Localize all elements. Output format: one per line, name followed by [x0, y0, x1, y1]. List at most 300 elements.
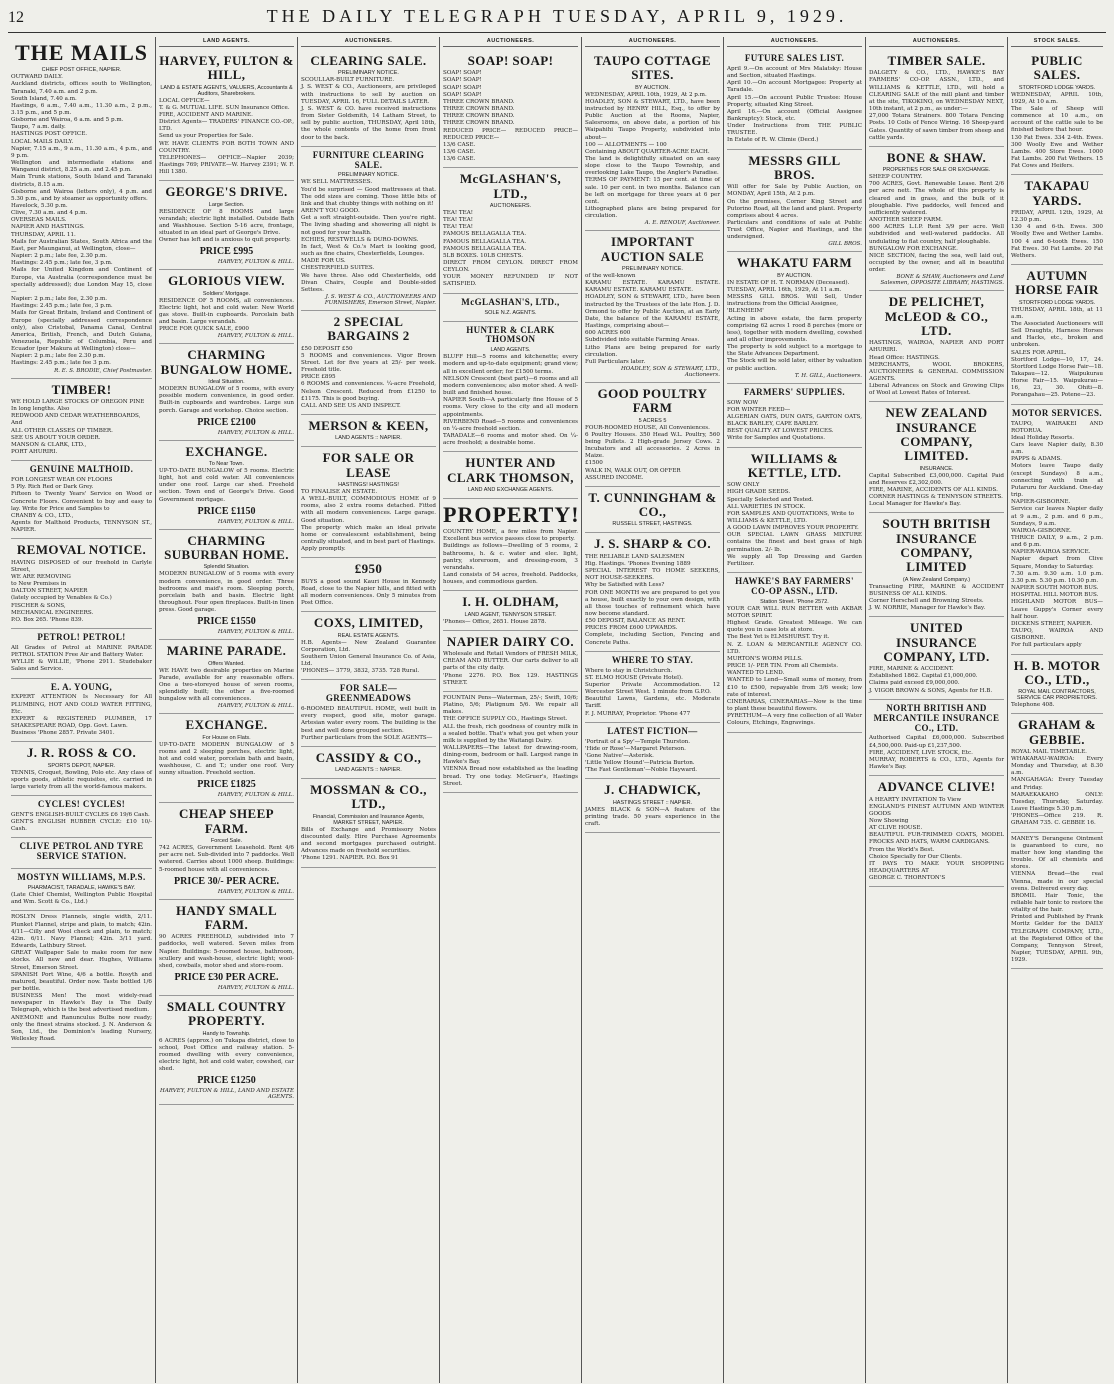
ad-text: GEORGE C. THORNTON'S — [869, 875, 946, 882]
advertisement — [159, 640, 294, 714]
ad-text: MODERN BUNGALOW of 5 rooms with every modern convenience, in good order. Three bedrooms and maid's room. Sleeping porch, porcelain bath and basin. Electric light throughout. Four open fireplaces. Built-in linen press. Good garage. — [159, 571, 294, 614]
ad-subtitle: LAND AGENTS. — [490, 347, 531, 354]
ad-title: HAWKE'S BAY FARMERS' CO-OP ASSN., LTD. — [735, 576, 854, 596]
ad-subtitle: Station Street. 'Phone 2572. — [760, 598, 829, 605]
ad-price: PRICE 30/- PER ACRE. — [173, 875, 279, 887]
ad-text: HIGHLAND MOTOR BUS—Leave Guppy's Corner every half hour. — [1011, 599, 1103, 620]
ad-text: GENT'S ENGLISH RUBBER CYCLE: £10 10/- Cash. — [11, 819, 152, 833]
ad-text: Full Particulars later. — [585, 358, 646, 365]
ad-text: FAMOUS BELLAGALLA TEA. — [443, 238, 527, 245]
ad-text: Cars leave Napier daily, 8.30 a.m. — [1011, 441, 1103, 456]
ad-title: ADVANCE CLIVE! — [877, 779, 996, 795]
ad-text: Acting in above estate, the farm property comprising 62 acres 1 rood 8 perches (more or less), together with modern dwelling, cowshed and all other improvements. — [727, 315, 862, 343]
ad-text: TO FINALISE AN ESTATE. — [301, 488, 378, 495]
advertisement — [301, 447, 436, 558]
advertisement — [869, 147, 1004, 291]
ad-text: ROYAL MAIL TIMETABLE. — [1011, 748, 1087, 755]
advertisement — [585, 487, 720, 534]
ad-text: Write for Samples and Quotations. — [727, 435, 826, 442]
masthead — [8, 6, 1106, 33]
ad-title: FARMERS' SUPPLIES. — [743, 386, 846, 397]
ad-text: Complete, including Section, Fencing and Concrete Paths. — [585, 632, 720, 646]
ad-text: ALL OTHER CLASSES OF TIMBER. — [11, 427, 113, 434]
column-heading: AUCTIONEERS. — [727, 37, 862, 47]
ad-text: WE HAVE two desirable properties on Marine Parade, available for any reasonable offers. One a two-storeyed house of seven rooms, splendidly built; the other a five-roomed bungalow with all conveniences. — [159, 667, 294, 703]
ad-text: FOR ONE MONTH we are prepared to get you a house, built exactly to your own design, with all those touches of refinement which have now become standard. — [585, 589, 720, 618]
ad-text: TEA! TEA! — [443, 224, 473, 231]
ad-text: PYRETHUM—A very fine collection of all Water Colours, Etchings, Engravings. — [727, 713, 862, 727]
ad-text: 'BLENHEIM' — [727, 308, 764, 315]
ad-text: Capital Subscribed £3,000,000. Capital Paid and Reserves £2,302,000. — [869, 472, 1004, 486]
ad-title: HUNTER & CLARK THOMSON — [466, 324, 555, 345]
ad-text: TAUPO, WAIRAKEI AND ROTORUA. — [1011, 420, 1103, 434]
ad-text: Apply promptly. — [301, 546, 346, 553]
ad-title: CYCLES! CYCLES! — [37, 799, 126, 810]
advertisement — [585, 723, 720, 780]
ad-subtitle: INSURANCE. — [919, 465, 954, 472]
ad-title: J. S. SHARP & CO. — [594, 536, 711, 552]
ad-subtitle: 5 ACRES 5 — [638, 417, 667, 424]
ad-subtitle: LAND & ESTATE AGENTS, VALUERS, Accountants & Auditors, Sharebrokers. — [160, 84, 293, 97]
advertisement — [11, 539, 152, 629]
advertisement — [585, 533, 720, 651]
ad-text: PRICE FOR QUICK SALE, £900 — [159, 326, 249, 333]
ad-text: RIVERBEND Road—5 rooms and conveniences on ¼-acre freehold section. — [443, 418, 578, 432]
ad-text: MANEY'S Derangene Ointment is guaranteed to cure, no matter how long standing the trouble. Of all chemists and stores. — [1011, 835, 1103, 871]
column-heading: STOCK SALES. — [1011, 37, 1103, 47]
ad-text: Bills of Exchange and Promissory Notes discounted daily. Hire Purchase Agreements and second mortgages purchased outright. Advances made on freehold securities. — [301, 826, 436, 855]
ad-text: CALL AND SEE US AND INSPECT. — [301, 402, 401, 409]
ad-title: BONE & SHAW. — [886, 149, 987, 165]
ad-text: Business 'Phone 2857. Private 3401. — [11, 730, 115, 737]
ad-text: 'Phones— Office, 2651. House 2878. — [443, 618, 547, 625]
ad-text: PAPPS & ADAMS. — [1011, 456, 1062, 463]
ad-text: YOUR MONEY REFUNDED IF NOT SATISFIED. — [443, 274, 578, 288]
ad-text: April 15.—On account Public Trustee: House Property, situated King Street. — [727, 94, 862, 108]
ad-subtitle: Soldiers' Mortgage. — [202, 290, 251, 297]
ad-subtitle: Ideal Situation. — [208, 379, 245, 386]
ad-title: FOR SALE OR LEASE — [322, 450, 415, 480]
advertisement — [443, 591, 578, 630]
ad-signature: A. E. RENOUF, Auctioneer. — [644, 220, 720, 227]
ad-text: THURSDAY, APRIL 18th, at 11 a.m. — [1011, 306, 1103, 320]
ad-text: Havelock, 5.30 p.m. — [11, 203, 68, 209]
ad-price: PRICE £1250 — [197, 1075, 256, 1087]
ad-text: MERCHANTS, WOOL BROKERS, AUCTIONEERS & GENERAL COMMISSION AGENTS. — [869, 361, 1004, 383]
ad-text: £1500 — [585, 460, 603, 467]
ad-text: Hastings: 2.45 p.m.; late fee 3 p.m. — [11, 360, 111, 367]
ad-title: T. CUNNINGHAM & CO., — [588, 489, 717, 520]
ad-text: Main Trunk stations, South Island and Taranaki districts, 8.15 a.m. — [11, 174, 152, 188]
ad-subtitle: CHIEF POST OFFICE, NAPIER. — [41, 67, 122, 74]
ad-title: PROPERTY! — [443, 501, 580, 527]
ad-title: E. A. YOUNG, — [50, 681, 113, 692]
ad-text: On the premises, Corner King Street and Putorino Road, all the land and plant. Property comprises about 4 acres. — [727, 198, 862, 219]
ad-text: TAUPO, WAIROA AND GISBORNE. — [1011, 628, 1103, 642]
ad-text: COUNTRY HOME, a few miles from Napier. Excellent bus service passes close to property. — [443, 529, 578, 543]
ad-signature: HARVEY, FULTON & HILL, LAND AND ESTATE AGENTS. — [160, 1088, 294, 1101]
advertisement — [443, 452, 578, 499]
ad-text: FRIDAY, APRIL 12th, 1929, At 12.30 p.m. — [1011, 209, 1103, 224]
ad-text: GENT'S ENGLISH-BUILT CYCLES £6 19/6 Cash. — [11, 811, 150, 818]
ad-text: The property which make an ideal private home or convalescent establishment, being centrally situated, and in best part of Hastings. — [301, 524, 436, 545]
ad-title: NEW ZEALAND INSURANCE COMPANY, LIMITED. — [885, 405, 988, 464]
ad-subtitle: RUSSELL STREET, HASTINGS. — [612, 521, 693, 528]
advertisement — [869, 617, 1004, 700]
ad-title: CLIVE PETROL AND TYRE SERVICE STATION. — [19, 841, 144, 862]
ad-text: MADE FOR US. — [301, 258, 346, 265]
ad-text: AT CLIVE HOUSE. — [869, 825, 923, 832]
ad-title: FUTURE SALES LIST. — [744, 53, 845, 63]
ad-title: MARINE PARADE. — [166, 643, 287, 659]
ad-text: BEST QUALITY AT LOWEST PRICES. — [727, 428, 834, 435]
ad-text: NAPIER SOUTH MOTOR BUS. — [1011, 585, 1099, 592]
advertisement — [11, 379, 152, 462]
ad-text: Wellington and intermediate stations and Wanganui district, 8.25 a.m. and 2.45 p.m. — [11, 160, 152, 174]
ad-subtitle: Offers Wanted. — [208, 660, 245, 667]
ad-text: VIENNA Bread—the real Vienna, made in our special ovens. Delivered every day. — [1011, 871, 1103, 892]
ad-subtitle: LAND AGENTS :: NAPIER. — [335, 435, 402, 442]
ad-text: Southern Union General Insurance Co. of Asia, Ltd. — [301, 653, 436, 667]
ad-text: F. J. MURRAY, Proprietor. 'Phone 477 — [585, 710, 691, 717]
ad-text: SEE US ABOUT YOUR ORDER. — [11, 434, 101, 441]
ad-text: Claims paid exceed £9,000,000. — [869, 680, 960, 687]
ad-text: Mails for United Kingdom and Continent of Europe, via Australia (correspondence must be specially addressed); due London May 15, close— — [11, 267, 152, 295]
ad-text: 130 Fat Ewes. 334 2-4th. Ewes. 300 Woolly Ewe and Wether Lambs. 400 Store Ewes. 1000 Fat Lambs. 200 Fat Wethers. 15 Fat Cows and Heifers. — [1011, 134, 1103, 170]
ad-title: EXCHANGE. — [185, 443, 268, 459]
ad-title: MOSSMAN & CO., LTD., — [310, 782, 427, 812]
advertisement — [301, 558, 436, 612]
ad-text: NAPIER-GISBORNE. — [1011, 499, 1071, 506]
ad-text: WALK IN, WALK OUT, OR OFFER — [585, 467, 681, 474]
advertisement — [11, 461, 152, 539]
ad-text: NAPIER AND HASTINGS. — [11, 224, 85, 231]
ad-text: of the well-known — [585, 273, 636, 279]
advertisement — [869, 513, 1004, 617]
ad-subtitle: SOLE N.Z. AGENTS. — [484, 309, 537, 316]
advertisement — [727, 150, 862, 253]
ad-title: UNITED INSURANCE COMPANY, LTD. — [883, 620, 990, 664]
ad-text: Taupo, 7 a.m. daily. — [11, 124, 66, 131]
advertisement — [301, 612, 436, 680]
ad-signature: HARVEY, FULTON & HILL. — [217, 259, 294, 266]
ad-text: HASTINGS, WAIROA, NAPIER AND PORT AHURIRI. — [869, 340, 1004, 354]
ad-signature: HARVEY, FULTON & HILL. — [217, 518, 294, 525]
ad-subtitle: To Near Town. — [208, 460, 245, 467]
ad-title: GLORIOUS VIEW. — [168, 273, 285, 289]
ad-text: Clive, 7.30 a.m. and 4 p.m. — [11, 210, 88, 217]
ad-title: HARVEY, FULTON & HILL, — [159, 53, 294, 83]
ad-text: TEA! TEA! — [443, 217, 473, 224]
column-heading: LAND AGENTS. — [159, 37, 294, 47]
column-heading: AUCTIONEERS. — [443, 37, 578, 47]
ad-title: THE MAILS — [14, 40, 149, 65]
advertisement — [159, 270, 294, 344]
ad-text: Agents for Malthoid Products, TENNYSON ST., NAPIER. — [11, 519, 152, 534]
ad-text: DALTON STREET, NAPIER — [11, 588, 88, 595]
advertisement — [301, 747, 436, 779]
advertisement — [443, 294, 578, 322]
ad-text: 13/6 CASE. — [443, 149, 476, 156]
ad-title: DE PELICHET, McLEOD & CO., LTD. — [884, 294, 989, 338]
ad-text: South Island, 7.40 a.m. — [11, 95, 77, 102]
ad-text: FIRE, MARINE, ACCIDENTS OF ALL KINDS. — [869, 486, 998, 493]
ad-signature: T. H. GILL, Auctioneers. — [794, 372, 862, 379]
column-6 — [724, 37, 866, 1383]
ad-text: THE OFFICE SUPPLY CO., Hastings Street. — [443, 716, 568, 723]
ad-text: MECHANICAL ENGINEERS. — [11, 609, 94, 616]
ad-text: LOCAL MAILS DAILY. — [11, 138, 74, 145]
ad-title: HANDY SMALL FARM. — [175, 902, 278, 932]
ad-subtitle: PROPERTIES FOR SALE OR EXCHANGE. — [882, 167, 991, 174]
ad-text: The Sale of Sheep will commence at 10 a.m., on account of the cattle sale to be finished before that hour. — [1011, 105, 1103, 134]
ad-text: SOAP! SOAP! — [443, 84, 482, 91]
advertisement — [11, 869, 152, 911]
ad-text: Beautiful Lawns, Gardens, etc. Moderate Tariff. — [585, 696, 720, 710]
ad-text: J. S. WEST & CO., Auctioneers, are privileged with instructions to sell by auction on TUESDAY, APRIL 16, FULL DETAILS LATER. — [301, 84, 436, 105]
advertisement — [1011, 714, 1103, 832]
advertisement — [159, 714, 294, 803]
ad-title: HUNTER AND CLARK THOMSON, — [447, 455, 574, 485]
ad-text: 600 ACRES 600 — [585, 330, 631, 337]
column-heading: AUCTIONEERS. — [585, 37, 720, 47]
ad-text: YOUR CAR WILL RUN BETTER with AKBAR MOTOR SPIRIT. — [727, 605, 862, 620]
advertisement — [11, 742, 152, 796]
ad-signature: HARVEY, FULTON & HILL. — [217, 429, 294, 436]
ad-text: We supply all Top Dressing and Garden Fertilizer. — [727, 553, 862, 567]
ad-text: PORT AHURIRI. — [11, 448, 58, 455]
ad-text: Telephone 408. — [1011, 702, 1055, 709]
ad-text: CORNER HASTINGS & TENNYSON STREETS. — [869, 494, 1003, 501]
ad-text: BROMIL Hair Tonic, the reliable hair tonic to restore the vitality of the hair. — [1011, 892, 1103, 914]
ad-text: We have three. Also odd Chesterfields, odd Divan Chairs, Couple and Double-sided Settees. — [301, 272, 436, 293]
ad-text: FIRE, ACCIDENT AND MARINE. — [159, 111, 253, 118]
ad-text: ALGERIAN OATS, DUN OATS, GARTON OATS, BLACK BARLEY, CAPE BARLEY. — [727, 413, 862, 428]
advertisement — [11, 796, 152, 838]
ad-text: SCOULLAR-BUILT FURNITURE. — [301, 77, 395, 84]
ad-text: SPECIAL INTEREST TO HOME SEEKERS, NOT HOUSE-SEEKERS. — [585, 568, 720, 582]
ad-text: SPANISH Port Wine, 4/6 a bottle. Rosyth and matured, beautiful. Order now. Taste bottled 1/6 per bottle. — [11, 971, 152, 992]
ad-text: Where to stay in Christchurch. — [585, 667, 673, 674]
ad-text: DIRECT FROM CEYLON. DIRECT FROM CEYLON. — [443, 260, 578, 274]
advertisement — [869, 402, 1004, 513]
ad-text: Stortford Lodge—10, 17, 24. Stortford Lodge Horse Fair—18. Takapau—12. Waipukurau Horse Fair—15. Waipukurau—16, 23, 30. Ohiti—8. Porangahau—25. Potene—23. — [1011, 356, 1103, 399]
ad-text: BUYS a good sound Kauri House in Kennedy Road, close to the Napier hills, and fitted with all modern conveniences. Only 5 minutes from Post Office. — [301, 578, 436, 607]
ad-text: 'Little Yellow Hound'—Patricia Burton. — [585, 760, 695, 767]
ad-text: ANOTHER SHEEP FARM. — [869, 217, 943, 224]
ad-text: FOR WINTER FEED— — [727, 406, 791, 413]
ad-text: NELSON Crescent (best part)—6 rooms and all modern conveniences; also motor shed. A well-built and finished house. — [443, 375, 578, 397]
ad-title: 2 SPECIAL BARGAINS 2 — [327, 313, 410, 344]
ad-text: PRICE £895 — [301, 374, 336, 381]
ad-text: 700 ACRES, Govt. Renewable Lease. Rent 2/6 per acre nett. The whole of this property is cleared and in grass, and the bulk of it ploughable. Five paddocks, well fenced and sufficiently watered. — [869, 181, 1004, 216]
ad-text: RESIDENCE OF 5 ROOMS, all conveniences. Electric light, hot and cold water. New World gas stove. Built-in cupboards. Porcelain bath and basin. Large verandah. — [159, 297, 294, 326]
advertisement — [301, 50, 436, 147]
advertisement — [443, 168, 578, 293]
ad-text: FIRE, ACCIDENT, LIVE STOCK, Etc. — [869, 749, 973, 756]
ad-text: Particulars and conditions of sale at Public Trust Office, Napier and Hastings, and the undersigned. — [727, 219, 862, 241]
ad-text: Send us your Properties for Sale. — [159, 133, 254, 140]
ad-title: NAPIER DAIRY CO. — [446, 633, 575, 649]
ad-text: KARAMU ESTATE. KARAMU ESTATE. KARAMU ESTATE. KARAMU ESTATE. — [585, 280, 720, 294]
ad-title: SOAP! SOAP! — [467, 53, 554, 68]
advertisement — [159, 530, 294, 641]
ad-text: Printed and Published by Frank Moritz Gelder for the DAILY TELEGRAPH COMPANY, LTD., at the Registered Office of the Company, Tennyson Street, Napier, TUESDAY, APRIL 9th, 1929. — [1011, 914, 1103, 964]
ad-text: ECHIES, RESTWELLS & DURO-DOWNS. — [301, 236, 419, 243]
advertisement — [1011, 175, 1103, 265]
ad-title: PETROL! PETROL! — [37, 631, 126, 642]
advertisement — [727, 573, 862, 732]
advertisement — [11, 679, 152, 743]
ad-text: EXPERT & REGISTERED PLUMBER, 17 SHAKESPEARE ROAD, Opp. Govt. Lawn. — [11, 715, 152, 730]
column-1 — [8, 37, 156, 1383]
advertisement — [159, 996, 294, 1105]
advertisement — [727, 384, 862, 448]
ad-text: Hastings: 2.45 p.m.; late fee, 3 p.m. — [11, 303, 113, 310]
ad-subtitle: HASTINGS! HASTINGS! — [338, 481, 399, 488]
ad-title: LATEST FICTION— — [607, 725, 698, 736]
advertisement — [727, 252, 862, 383]
ad-text: HOADLEY, SON & STEWART, LTD., have been instructed by the Trustees of the late Hon. J. D. Ormond to offer by Public Auction, at an Early Date, the balance of the KARAMU ESTATE, Hastings, comprising about— — [585, 294, 720, 330]
columns-container — [8, 37, 1106, 1383]
ad-text: 600 ACRES L.I.P. Rent 3/9 per acre. Well subdivided and well-watered paddocks. All undulating to flat country, half ploughable. — [869, 224, 1004, 245]
ad-title: WHAKATU FARM — [736, 255, 853, 271]
ad-text: 5 Ply. Rich Red or Dark Grey. — [11, 484, 94, 491]
ad-title: MOSTYN WILLIAMS, M.P.S. — [17, 872, 146, 883]
ad-text: 100 — ALLOTMENTS — 100 — [585, 141, 667, 148]
ad-subtitle: REAL ESTATE AGENTS. — [337, 632, 400, 639]
ad-text: April 16.—On account (Official Assignee Bankruptcy): Stock, etc. — [727, 108, 862, 122]
column-2 — [156, 37, 298, 1383]
ad-subtitle: SPORTS DEPOT, NAPIER. — [47, 762, 116, 769]
ad-text: The land is delightfully situated on an easy slope close to the Taupo Township, and overlooking Lake Taupo, the Angler's Paradise. — [585, 156, 720, 177]
ad-text: And — [11, 420, 23, 427]
ad-title: J. CHADWICK, — [604, 782, 701, 798]
ad-title: NORTH BRITISH AND MERCANTILE INSURANCE CO., LTD. — [873, 702, 1000, 733]
ad-text: OUR SPECIAL LAWN GRASS MIXTURE contains the finest and best grass of high germination. 2/- lb. — [727, 532, 862, 553]
ad-text: 5LB BOXES. 10LB CHESTS. — [443, 252, 524, 259]
ad-text: BUNGALOW FOR EXCHANGE. — [869, 245, 958, 252]
ad-text: HASTINGS POST OFFICE. — [11, 131, 88, 138]
ad-text: Owner has left and is anxious to quit property. — [159, 237, 291, 244]
ad-text: 'Phone 1291. NAPIER. P.O. Box 91 — [301, 855, 399, 862]
ad-title: CLEARING SALE. — [310, 53, 427, 68]
ad-text: THREE CROWN BRAND. — [443, 98, 515, 105]
ad-subtitle: Forced Sale. — [210, 838, 243, 845]
ad-text: Napier: 2 p.m.; late fee, 2.30 p.m. — [11, 296, 108, 303]
ad-text: JAMES BLACK & SON—A feature of the printing trade. 50 years experience in the craft. — [585, 806, 720, 828]
ad-text: TARADALE—6 rooms and motor shed. On ¼-acre freehold; a desirable home. — [443, 433, 578, 447]
ad-text: WYLLIE & WILLIE, 'Phone 2911. Studebaker Sales and Service. — [11, 659, 152, 673]
ad-text: Further particulars from the SOLE AGENTS— — [301, 734, 433, 741]
ad-subtitle: Large Section. — [208, 201, 245, 208]
ad-text: District Agents— TRADERS' FINANCE CO.-OP., LTD. — [159, 119, 294, 133]
ad-text: WILLIAMS & KETTLE, LTD. — [727, 517, 807, 524]
ad-text: SOAP! SOAP! — [443, 77, 482, 84]
ad-price: PRICE £995 — [199, 246, 254, 258]
ad-subtitle: Splendid Situation. — [203, 564, 250, 571]
ad-title: PUBLIC SALES. — [1031, 53, 1083, 83]
ad-text: FIRE, MARINE & ACCIDENT. — [869, 666, 954, 673]
ad-text: Buildings as follows—Dwelling of 5 rooms, 2 bathrooms, h. & c. water and elec. light, pantry, storeroom, and dressing-room, 3 verandahs. — [443, 543, 578, 571]
advertisement — [11, 37, 152, 379]
advertisement — [443, 692, 578, 793]
ad-text: A HEARTY INVITATION To View — [869, 796, 962, 803]
ad-text: 7.30 a.m. 9.30 a.m. 1.0 p.m. 3.30 p.m. 5.30 p.m. 10.30 p.m. — [1011, 570, 1103, 584]
ad-title: £950 — [354, 561, 383, 577]
ad-subtitle: ROYAL MAIL CONTRACTORS, SERVICE CAR PROPRIETORS. — [1016, 689, 1098, 702]
ad-text: Gisborne and Wairoa (letters only), 4 p.m. and 5.30 p.m., and by steamer as opportunity offers. — [11, 188, 152, 202]
ad-text: IT PAYS TO MAKE YOUR SHOPPING HEADQUARTERS AT — [869, 860, 1004, 875]
ad-title: WILLIAMS & KETTLE, LTD. — [747, 450, 842, 480]
advertisement — [869, 700, 1004, 776]
advertisement — [585, 779, 720, 833]
ad-title: GENUINE MALTHOID. — [29, 464, 134, 475]
advertisement — [159, 344, 294, 440]
ad-text: WEDNESDAY, APRIL 10th, 1929, At 2 p.m. — [585, 91, 707, 98]
ad-text: GREAT Wallpaper Sale to make room for new stocks. All new and dear. Hughes, Williams Street, Emerson Street. — [11, 950, 152, 971]
advertisement — [869, 50, 1004, 147]
advertisement — [585, 231, 720, 383]
ad-signature: HARVEY, FULTON & HILL. — [217, 629, 294, 636]
ad-text: P.O. Box 265. 'Phone 839. — [11, 616, 84, 623]
ad-text: CHESTERFIELD SUITES. — [301, 265, 375, 272]
ad-text: The property is sold subject to a mortgage to the State Advances Department. — [727, 344, 862, 358]
ad-title: TIMBER SALE. — [887, 53, 986, 68]
ad-text: UP-TO-DATE MODERN BUNGALOW of 5 rooms and 2 sleeping porches, electric light, hot and cold water, porcelain bath and basin, washhouse, C. and T.; under one roof. Very sunny situation. Freehold section. — [159, 741, 294, 777]
advertisement — [585, 652, 720, 723]
ad-subtitle: BY AUCTION. — [635, 84, 670, 91]
ad-text: 'The Fast Gentleman'—Noble Hayward. — [585, 767, 698, 774]
ad-text: You'd be surprised — Good mattresses at that. The odd sizes are coming. Those little bits of link and that chubby things with nothing on it! — [301, 186, 436, 207]
ad-text: For full particulars apply — [1011, 642, 1082, 649]
ad-text: 'Phone 2276. P.O. Box 129. HASTINGS STREET. — [443, 672, 578, 686]
ad-text: SALES FOR APRIL. — [1011, 349, 1067, 356]
ad-text: £50 DEPOSIT, BALANCE AS RENT. — [585, 618, 686, 625]
ad-title: GRAHAM & GEBBIE. — [1018, 717, 1096, 747]
ad-title: GEORGE'S DRIVE. — [165, 184, 288, 200]
ad-text: Will offer for Sale by Public Auction, on MONDAY, April 15th, At 2 p.m. — [727, 184, 862, 198]
ad-text: MARAEKAKAHO ONLY: Tuesday, Thursday, Saturday. Leave Hastings 5.30 p.m. — [1011, 791, 1103, 813]
ad-text: 27,000 Totara Strainers. 800 Totara Fencing Posts. 10 Coils of Fence Wiring. 16 Sheep-yard Gates. Quantity of sawn timber from sheep and cattle yards. — [869, 113, 1004, 141]
ad-text: ASSURED INCOME. — [585, 474, 644, 481]
ad-text: J. VIGOR BROWN & SONS, Agents for H.B. — [869, 687, 993, 694]
ad-title: FURNITURE CLEARING SALE. — [312, 149, 425, 170]
ad-text: The Associated Auctioneers will Sell Draughts, Harness Horses and Hacks, etc., broken and unbroken. — [1011, 320, 1103, 349]
ad-signature: J. S. WEST & CO., AUCTIONEERS AND FURNISHERS, Emerson Street, Napier. — [324, 293, 436, 306]
ad-text: HOSPITAL HILL MOTOR BUS. — [1011, 592, 1099, 599]
ad-text: 'PHONES— 3779, 3832, 3735. 728 Rural. — [301, 668, 420, 675]
ad-text: WAIROA-GISBORNE. — [1011, 527, 1072, 534]
ad-text: 6 ROOMS and conveniences. ¼-acre Freehold, Nelson Crescent. Reduced from £1250 to £1175. This is good buying. — [301, 381, 436, 402]
ad-title: AUTUMN HORSE FAIR — [1015, 268, 1099, 298]
ad-text: Local Manager for Hawke's Bay. — [869, 501, 961, 508]
ad-text: FOUNTAIN Pens—Waterman, 25/-; Swift, 10/6; Platino, 5/6; Platignum 5/6. We repair all makes. — [443, 694, 578, 716]
ad-text: 13/6 CASE. — [443, 141, 476, 148]
ad-text: Wholesale and Retail Vendors of FRESH MILK, CREAM AND BUTTER. Our carts deliver to all parts of the city daily. — [443, 651, 578, 672]
ad-subtitle: For House on Flats. — [202, 734, 251, 741]
ad-text: N. Z. LOAN & MERCANTILE AGENCY CO. LTD. — [727, 641, 862, 655]
advertisement — [11, 838, 152, 869]
ad-text: MESSRS GILL BROS. Will Sell, Under instructions from the Official Assignee, — [727, 294, 862, 308]
ad-text: ANEMONE and Ranunculus Bulbs now ready; only the finest strains stocked. J. N. Anderson & Son, Ltd., the Dominion's leading Nursery, Wellesley Road. — [11, 1014, 152, 1043]
ad-text: Napier: 2 p.m.; late fee, 2.30 p.m. — [11, 253, 108, 260]
ad-signature: HARVEY, FULTON & HILL. — [217, 792, 294, 799]
ad-text: Ideal Holiday Resorts. — [1011, 434, 1075, 441]
ad-text: (Late Chief Chemist, Wellington Public Hospital and Wm. Scott & Co., Ltd.) — [11, 892, 152, 906]
ad-text: SOAP! SOAP! — [443, 70, 482, 77]
ad-title: TIMBER! — [51, 381, 112, 397]
